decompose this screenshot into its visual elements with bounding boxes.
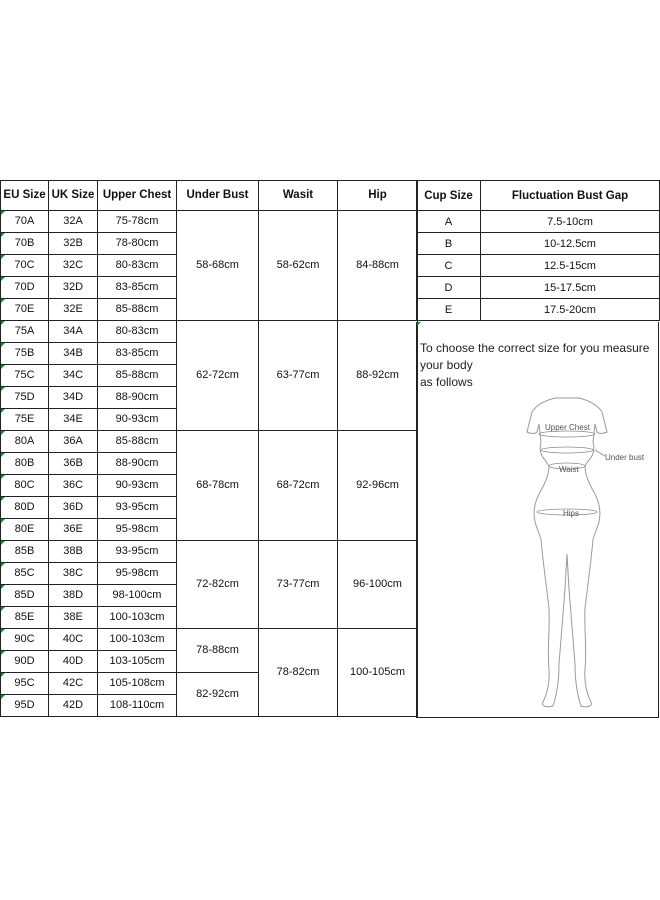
eu-size-cell: 75C bbox=[1, 365, 49, 387]
waist-cell: 78-82cm bbox=[259, 629, 338, 717]
eu-size-cell: 80C bbox=[1, 475, 49, 497]
bust-gap-cell: 7.5-10cm bbox=[481, 211, 660, 233]
uk-size-cell: 32A bbox=[49, 211, 98, 233]
eu-size-cell: 75D bbox=[1, 387, 49, 409]
under-bust-cell: 58-68cm bbox=[177, 211, 259, 321]
eu-size-cell: 75E bbox=[1, 409, 49, 431]
header-cup-size: Cup Size bbox=[417, 181, 481, 211]
under-bust-label: Under bust bbox=[605, 453, 645, 462]
hip-cell: 84-88cm bbox=[338, 211, 418, 321]
eu-size-cell: 90C bbox=[1, 629, 49, 651]
under-bust-cell: 62-72cm bbox=[177, 321, 259, 431]
hip-cell: 92-96cm bbox=[338, 431, 418, 541]
size-chart bbox=[0, 180, 660, 719]
eu-size-cell: 95D bbox=[1, 695, 49, 717]
uk-size-cell: 40D bbox=[49, 651, 98, 673]
upper-chest-cell: 93-95cm bbox=[98, 541, 177, 563]
bust-gap-cell: 15-17.5cm bbox=[481, 277, 660, 299]
waist-cell: 68-72cm bbox=[259, 431, 338, 541]
header-upper-chest: Upper Chest bbox=[98, 181, 177, 211]
eu-size-cell: 70E bbox=[1, 299, 49, 321]
uk-size-cell: 38C bbox=[49, 563, 98, 585]
header-hip: Hip bbox=[338, 181, 418, 211]
eu-size-cell: 85E bbox=[1, 607, 49, 629]
header-waist: Wasit bbox=[259, 181, 338, 211]
eu-size-cell: 80A bbox=[1, 431, 49, 453]
measurement-instructions bbox=[420, 340, 658, 391]
instruction-line: as follows bbox=[420, 375, 473, 389]
upper-chest-cell: 90-93cm bbox=[98, 475, 177, 497]
size-table-header bbox=[1, 181, 418, 211]
table-row bbox=[1, 629, 418, 651]
table-row bbox=[417, 211, 660, 233]
upper-chest-cell: 83-85cm bbox=[98, 343, 177, 365]
eu-size-cell: 70C bbox=[1, 255, 49, 277]
upper-chest-cell: 95-98cm bbox=[98, 563, 177, 585]
uk-size-cell: 32C bbox=[49, 255, 98, 277]
eu-size-cell: 80B bbox=[1, 453, 49, 475]
uk-size-cell: 42C bbox=[49, 673, 98, 695]
header-under-bust: Under Bust bbox=[177, 181, 259, 211]
uk-size-cell: 34E bbox=[49, 409, 98, 431]
upper-chest-cell: 78-80cm bbox=[98, 233, 177, 255]
table-row bbox=[1, 541, 418, 563]
uk-size-cell: 38D bbox=[49, 585, 98, 607]
upper-chest-cell: 95-98cm bbox=[98, 519, 177, 541]
eu-size-cell: 85B bbox=[1, 541, 49, 563]
table-row bbox=[417, 233, 660, 255]
hip-cell: 96-100cm bbox=[338, 541, 418, 629]
upper-chest-cell: 88-90cm bbox=[98, 387, 177, 409]
eu-size-cell: 75A bbox=[1, 321, 49, 343]
upper-chest-cell: 100-103cm bbox=[98, 607, 177, 629]
uk-size-cell: 32E bbox=[49, 299, 98, 321]
uk-size-cell: 34A bbox=[49, 321, 98, 343]
table-row bbox=[1, 211, 418, 233]
eu-size-cell: 70A bbox=[1, 211, 49, 233]
under-bust-cell: 78-88cm bbox=[177, 629, 259, 673]
uk-size-cell: 34D bbox=[49, 387, 98, 409]
header-bust-gap: Fluctuation Bust Gap bbox=[481, 181, 660, 211]
uk-size-cell: 36E bbox=[49, 519, 98, 541]
table-row bbox=[417, 277, 660, 299]
upper-chest-label: Upper Chest bbox=[545, 423, 590, 432]
hips-label: Hips bbox=[563, 509, 580, 518]
cup-letter-cell: C bbox=[417, 255, 481, 277]
body-outline-icon bbox=[527, 398, 607, 707]
eu-size-cell: 75B bbox=[1, 343, 49, 365]
eu-size-cell: 70D bbox=[1, 277, 49, 299]
upper-chest-cell: 108-110cm bbox=[98, 695, 177, 717]
header-eu-size: EU Size bbox=[1, 181, 49, 211]
uk-size-cell: 38B bbox=[49, 541, 98, 563]
upper-chest-cell: 103-105cm bbox=[98, 651, 177, 673]
measurement-guide-panel bbox=[416, 322, 659, 718]
upper-chest-cell: 88-90cm bbox=[98, 453, 177, 475]
eu-size-cell: 85D bbox=[1, 585, 49, 607]
cup-letter-cell: B bbox=[417, 233, 481, 255]
upper-chest-cell: 105-108cm bbox=[98, 673, 177, 695]
instruction-line: your body bbox=[420, 358, 473, 372]
bust-gap-cell: 12.5-15cm bbox=[481, 255, 660, 277]
cup-letter-cell: A bbox=[417, 211, 481, 233]
waist-cell: 58-62cm bbox=[259, 211, 338, 321]
hip-cell: 88-92cm bbox=[338, 321, 418, 431]
cup-table-header bbox=[417, 181, 660, 211]
uk-size-cell: 36B bbox=[49, 453, 98, 475]
upper-chest-cell: 100-103cm bbox=[98, 629, 177, 651]
hip-cell: 100-105cm bbox=[338, 629, 418, 717]
eu-size-cell: 80D bbox=[1, 497, 49, 519]
upper-chest-cell: 83-85cm bbox=[98, 277, 177, 299]
uk-size-cell: 32D bbox=[49, 277, 98, 299]
upper-chest-cell: 93-95cm bbox=[98, 497, 177, 519]
upper-chest-cell: 85-88cm bbox=[98, 365, 177, 387]
uk-size-cell: 36C bbox=[49, 475, 98, 497]
upper-chest-cell: 85-88cm bbox=[98, 299, 177, 321]
eu-size-cell: 70B bbox=[1, 233, 49, 255]
table-row bbox=[1, 431, 418, 453]
body-measurement-figure bbox=[477, 394, 657, 714]
eu-size-cell: 80E bbox=[1, 519, 49, 541]
cup-letter-cell: D bbox=[417, 277, 481, 299]
waist-cell: 63-77cm bbox=[259, 321, 338, 431]
instruction-line: To choose the correct size for you measure bbox=[420, 341, 650, 355]
cup-size-table bbox=[416, 180, 660, 321]
under-bust-cell: 72-82cm bbox=[177, 541, 259, 629]
uk-size-cell: 38E bbox=[49, 607, 98, 629]
cup-letter-cell: E bbox=[417, 299, 481, 321]
upper-chest-cell: 75-78cm bbox=[98, 211, 177, 233]
upper-chest-cell: 85-88cm bbox=[98, 431, 177, 453]
uk-size-cell: 36D bbox=[49, 497, 98, 519]
eu-size-cell: 95C bbox=[1, 673, 49, 695]
uk-size-cell: 34C bbox=[49, 365, 98, 387]
table-row bbox=[417, 255, 660, 277]
upper-chest-cell: 80-83cm bbox=[98, 321, 177, 343]
waist-cell: 73-77cm bbox=[259, 541, 338, 629]
bust-gap-cell: 17.5-20cm bbox=[481, 299, 660, 321]
uk-size-cell: 34B bbox=[49, 343, 98, 365]
bust-gap-cell: 10-12.5cm bbox=[481, 233, 660, 255]
upper-chest-cell: 98-100cm bbox=[98, 585, 177, 607]
table-row bbox=[417, 299, 660, 321]
upper-chest-cell: 90-93cm bbox=[98, 409, 177, 431]
uk-size-cell: 32B bbox=[49, 233, 98, 255]
upper-chest-cell: 80-83cm bbox=[98, 255, 177, 277]
under-bust-cell: 68-78cm bbox=[177, 431, 259, 541]
uk-size-cell: 42D bbox=[49, 695, 98, 717]
waist-label: Waist bbox=[559, 465, 579, 474]
eu-size-cell: 85C bbox=[1, 563, 49, 585]
uk-size-cell: 40C bbox=[49, 629, 98, 651]
under-bust-cell: 82-92cm bbox=[177, 673, 259, 717]
size-table bbox=[0, 180, 418, 717]
header-uk-size: UK Size bbox=[49, 181, 98, 211]
uk-size-cell: 36A bbox=[49, 431, 98, 453]
eu-size-cell: 90D bbox=[1, 651, 49, 673]
table-row bbox=[1, 321, 418, 343]
